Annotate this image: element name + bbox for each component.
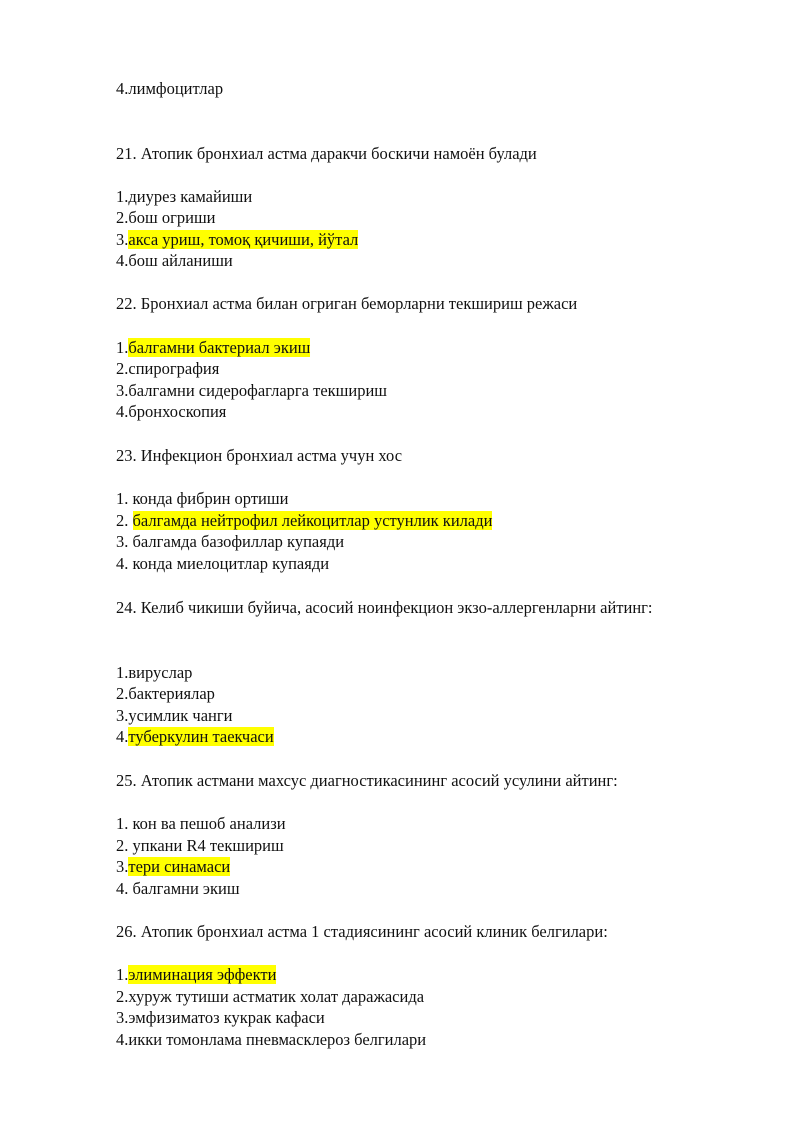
option-text: хуруж тутиши астматик холат даражасида [128, 987, 425, 1006]
option-number: 2. [116, 359, 129, 378]
q24-option-4 [116, 726, 274, 747]
q24-option-1 [116, 662, 192, 683]
option-number: 2. [116, 208, 129, 227]
q26-option-4 [116, 1029, 426, 1050]
q25-option-2 [116, 835, 284, 856]
highlighted-answer: туберкулин таекчаси [128, 727, 274, 746]
option-text: бош айланиши [128, 251, 233, 270]
option-number: 4. [116, 402, 129, 421]
option-text: кон ва пешоб анализи [132, 814, 286, 833]
q26-option-1 [116, 964, 276, 985]
question-22: 22. Бронхиал астма билан огриган беморларни текшириш режаси [116, 294, 578, 313]
option-number: 3. [116, 706, 129, 725]
question-24: 24. Келиб чикиши буйича, асосий ноинфекцион экзо-аллергенларни айтинг: [116, 598, 653, 617]
q21-option-4 [116, 250, 233, 271]
option-number: 3. [116, 532, 133, 551]
q25-option-3 [116, 856, 230, 877]
option-number: 3. [116, 230, 129, 249]
highlighted-answer: балгамни бактериал экиш [128, 338, 311, 357]
option-text: вируслар [128, 663, 193, 682]
option-number: 1. [116, 663, 129, 682]
q22-option-1 [116, 337, 310, 358]
option-number: 2. [116, 987, 129, 1006]
option-number: 3. [116, 857, 129, 876]
highlighted-answer: балгамда нейтрофил лейкоцитлар устунлик килади [132, 511, 493, 530]
question-23: 23. Инфекцион бронхиал астма учун хос [116, 446, 403, 465]
highlighted-answer: тери синамаси [128, 857, 231, 876]
q24-option-2 [116, 683, 215, 704]
option-text: балгамда базофиллар купаяди [132, 532, 345, 551]
q22-option-4 [116, 401, 226, 422]
option-number: 2. [116, 684, 129, 703]
q26-option-3 [116, 1007, 325, 1028]
option-number: 1. [116, 338, 129, 357]
option-text: упкани R4 текшириш [132, 836, 284, 855]
option-number: 1. [116, 965, 129, 984]
option-text: усимлик чанги [128, 706, 233, 725]
q25-option-4 [116, 878, 240, 899]
q25-option-1 [116, 813, 286, 834]
question-25: 25. Атопик астмани махсус диагностикасининг асосий усулини айтинг: [116, 771, 618, 790]
option-text: бош огриши [128, 208, 216, 227]
option-text: эмфизиматоз кукрак кафаси [128, 1008, 325, 1027]
option-text: икки томонлама пневмасклероз белгилари [128, 1030, 427, 1049]
q21-option-1 [116, 186, 252, 207]
highlighted-answer: акса уриш, томоқ қичиши, йўтал [128, 230, 359, 249]
option-number: 4. [116, 554, 133, 573]
q23-option-2 [116, 510, 492, 531]
option-text: диурез камайиши [128, 187, 253, 206]
option-text: бронхоскопия [128, 402, 227, 421]
option-text: конда миелоцитлар купаяди [132, 554, 330, 573]
top-line: 4.лимфоцитлар [116, 79, 224, 98]
q26-option-2 [116, 986, 424, 1007]
option-number: 3. [116, 1008, 129, 1027]
q23-option-1 [116, 488, 288, 509]
option-text: спирография [128, 359, 220, 378]
option-number: 1. [116, 489, 133, 508]
option-text: балгамни экиш [132, 879, 240, 898]
option-number: 1. [116, 814, 133, 833]
option-number: 4. [116, 727, 129, 746]
q21-option-2 [116, 207, 215, 228]
option-text: конда фибрин ортиши [132, 489, 289, 508]
q23-option-4 [116, 553, 329, 574]
q21-option-3 [116, 229, 358, 250]
option-text: бактериялар [128, 684, 215, 703]
option-text: балгамни сидерофагларга текшириш [128, 381, 388, 400]
option-number: 3. [116, 381, 129, 400]
option-number: 4. [116, 251, 129, 270]
option-number: 2. [116, 836, 133, 855]
q23-option-3 [116, 531, 344, 552]
question-26: 26. Атопик бронхиал астма 1 стадиясининг асосий клиник белгилари: [116, 922, 608, 941]
option-number: 4. [116, 879, 133, 898]
q22-option-2 [116, 358, 219, 379]
question-21: 21. Атопик бронхиал астма даракчи боскичи намоён булади [116, 144, 537, 163]
option-number: 2. [116, 511, 133, 530]
option-number: 4. [116, 1030, 129, 1049]
highlighted-answer: элиминация эффекти [128, 965, 277, 984]
q22-option-3 [116, 380, 387, 401]
option-number: 1. [116, 187, 129, 206]
q24-option-3 [116, 705, 232, 726]
